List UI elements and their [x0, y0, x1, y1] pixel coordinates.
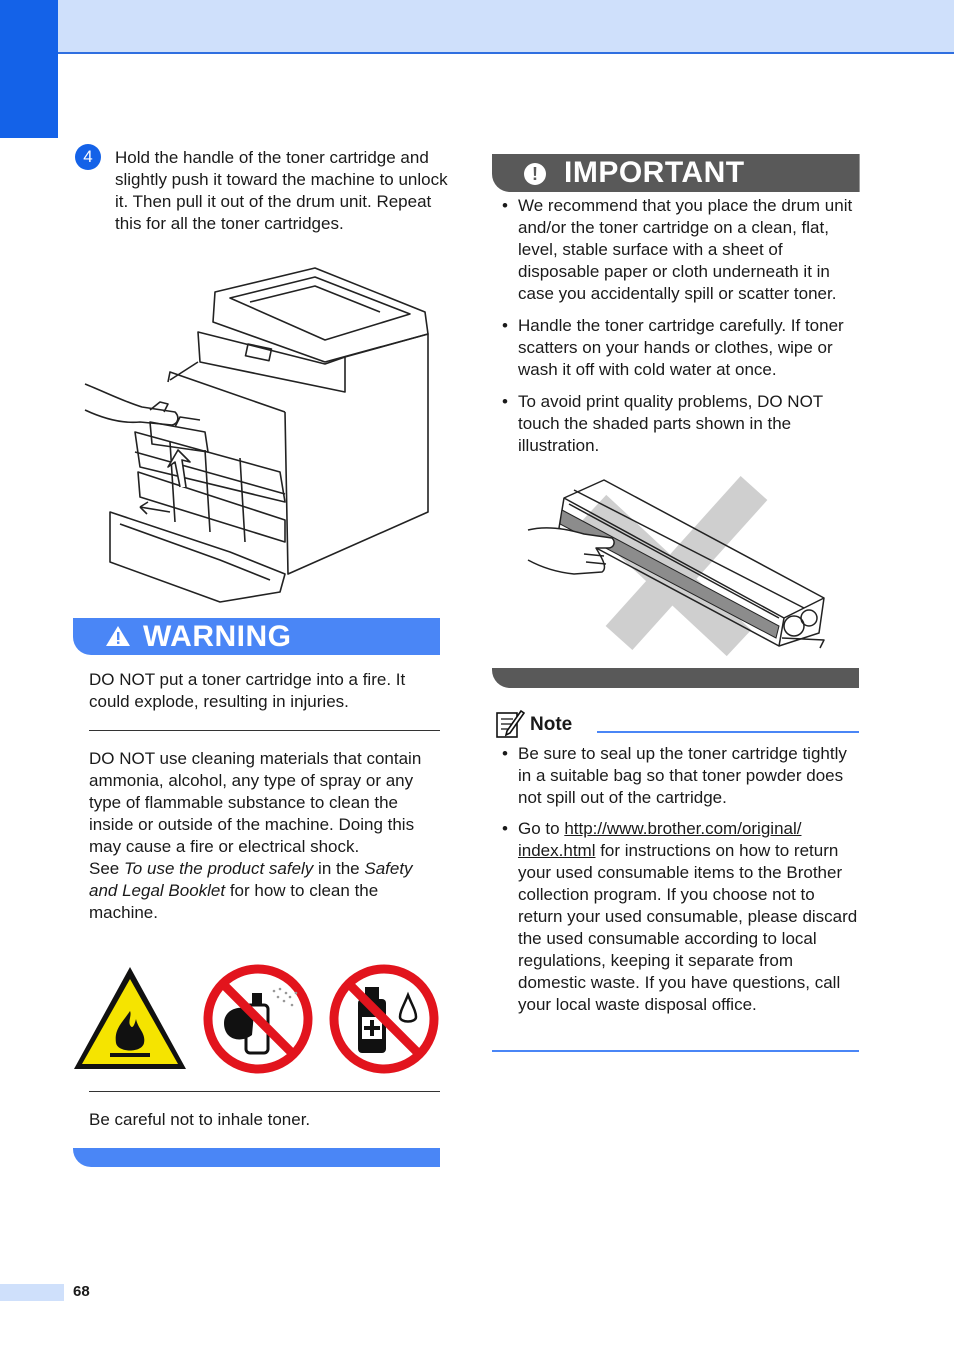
exclamation-icon: !	[524, 163, 546, 185]
divider	[89, 730, 440, 731]
warning-cleaning-body: DO NOT use cleaning materials that contain ammonia, alcohol, any type of spray or any type of flammable substance to clean the inside or outside of the machine. Doing this may cause a fire or electrical shock.	[89, 749, 422, 856]
see-prefix: See	[89, 859, 124, 878]
warning-cleaning-text	[89, 748, 439, 924]
header-band	[58, 0, 954, 54]
important-bullet-3: To avoid print quality problems, DO NOT touch the shaded parts shown in the illustration.	[518, 392, 823, 455]
warning-inhale-text: Be careful not to inhale toner.	[89, 1110, 311, 1129]
brother-original-link[interactable]: http://www.brother.com/original/	[564, 819, 802, 838]
important-footer-bar	[492, 668, 859, 688]
note-title: Note	[530, 714, 573, 735]
chapter-tab	[0, 0, 58, 138]
page-number-band	[0, 1284, 64, 1301]
step-instruction: Hold the handle of the toner cartridge and slightly push it toward the machine to unlock it. Then pull it out of the drum unit. Repeat this for all the toner cartridges.	[115, 148, 448, 233]
brother-original-link-continued[interactable]: index.html	[518, 841, 596, 860]
important-bullet-2: Handle the toner cartridge carefully. If toner scatters on your hands or clothes, wipe or wash it off with cold water at once.	[518, 316, 844, 379]
divider	[89, 1091, 440, 1092]
page-number: 68	[73, 1283, 90, 1300]
warning-banner	[73, 618, 440, 655]
warning-triangle-icon	[105, 624, 131, 648]
note-pencil-icon	[495, 707, 525, 739]
bullet-dot: •	[502, 392, 508, 411]
bullet-dot: •	[502, 196, 508, 215]
note-bullet-2	[518, 818, 863, 1016]
see-reference-2: Safety and Legal Booklet	[89, 859, 413, 900]
no-chemicals-icon	[334, 969, 434, 1069]
see-reference-1: To use the product safely	[123, 859, 314, 878]
warning-footer-bar	[73, 1148, 440, 1167]
warning-title: WARNING	[143, 620, 292, 653]
no-spray-icon	[208, 969, 308, 1069]
note-bullet-1: Be sure to seal up the toner cartridge tightly in a suitable bag so that toner powder does not spill out of the cartridge.	[518, 744, 847, 807]
printer-toner-removal-illustration	[80, 262, 435, 607]
see-suffix: for how to clean the machine.	[89, 881, 379, 922]
see-mid: in the	[313, 859, 365, 878]
important-bullet-1: We recommend that you place the drum unit and/or the toner cartridge on a clean, flat, level, stable surface with a sheet of disposable paper or cloth underneath it in case you accidentally spill or scatter toner.	[518, 196, 853, 303]
step-number-badge: 4	[75, 144, 101, 170]
important-banner	[492, 154, 860, 192]
hazard-icons-row	[74, 963, 440, 1075]
note-bullet-2-suffix: for instructions on how to return your used consumable items to the Brother collection program. If you choose not to return your used consumable, please discard the used consumable according to local regulations, keeping it separate from domestic waste. If you have questions, call your local waste disposal office.	[518, 841, 858, 1014]
flammable-hazard-icon	[74, 967, 186, 1069]
note-bullet-2-prefix: Go to	[518, 819, 565, 838]
bullet-dot: •	[502, 316, 508, 335]
important-title: IMPORTANT	[564, 156, 745, 189]
toner-cartridge-do-not-touch-illustration	[524, 468, 834, 658]
note-title-rule	[597, 731, 859, 733]
warning-fire-text: DO NOT put a toner cartridge into a fire. It could explode, resulting in injuries.	[89, 670, 406, 711]
note-bottom-rule	[492, 1050, 859, 1052]
bullet-dot: •	[502, 744, 508, 763]
bullet-dot: •	[502, 819, 508, 838]
